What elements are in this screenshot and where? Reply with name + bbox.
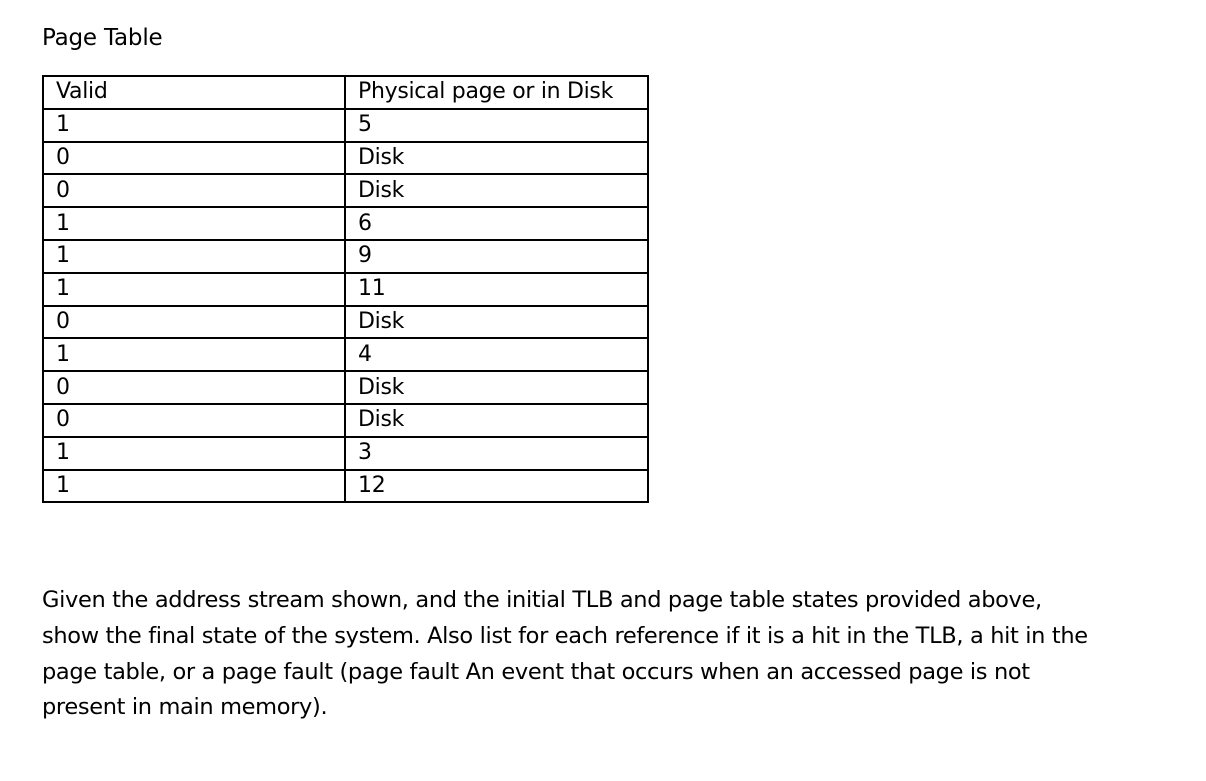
physical-page-cell: 11 (345, 273, 648, 306)
paragraph-line: show the final state of the system. Also list for each reference if it is a hit in the TLB, a hit in the (42, 622, 1088, 649)
physical-page-cell: Disk (345, 174, 648, 207)
table-row (43, 142, 648, 175)
physical-page-cell: 9 (345, 240, 648, 273)
table-row (43, 338, 648, 371)
table-row (43, 174, 648, 207)
instructions-paragraph (42, 583, 1142, 726)
paragraph-line: page table, or a page fault (page fault An event that occurs when an accessed page is not (42, 658, 1030, 685)
table-row (43, 371, 648, 404)
physical-page-cell: 6 (345, 207, 648, 240)
valid-cell: 1 (43, 207, 345, 240)
valid-cell: 0 (43, 306, 345, 339)
valid-cell: 0 (43, 371, 345, 404)
table-row (43, 207, 648, 240)
valid-cell: 1 (43, 437, 345, 470)
page-table-header (43, 76, 648, 109)
table-row (43, 109, 648, 142)
valid-cell: 1 (43, 109, 345, 142)
valid-cell: 1 (43, 273, 345, 306)
valid-cell: 0 (43, 142, 345, 175)
header-row (43, 76, 648, 109)
valid-cell: 0 (43, 174, 345, 207)
table-row (43, 240, 648, 273)
physical-page-cell: Disk (345, 142, 648, 175)
header-valid: Valid (43, 76, 345, 109)
paragraph-line: Given the address stream shown, and the initial TLB and page table states provided above, (42, 587, 1042, 613)
valid-cell: 1 (43, 470, 345, 503)
table-row (43, 470, 648, 503)
valid-cell: 1 (43, 240, 345, 273)
physical-page-cell: 4 (345, 338, 648, 371)
paragraph-line: present in main memory). (42, 694, 328, 721)
page-table (42, 75, 649, 503)
physical-page-cell: 12 (345, 470, 648, 503)
valid-cell: 1 (43, 338, 345, 371)
table-row (43, 306, 648, 339)
table-row (43, 404, 648, 437)
page-table-body (43, 109, 648, 503)
physical-page-cell: 3 (345, 437, 648, 470)
valid-cell: 0 (43, 404, 345, 437)
table-row (43, 273, 648, 306)
header-physical-page: Physical page or in Disk (345, 76, 648, 109)
physical-page-cell: Disk (345, 404, 648, 437)
table-row (43, 437, 648, 470)
page-title: Page Table (42, 25, 163, 51)
physical-page-cell: Disk (345, 371, 648, 404)
physical-page-cell: 5 (345, 109, 648, 142)
physical-page-cell: Disk (345, 306, 648, 339)
